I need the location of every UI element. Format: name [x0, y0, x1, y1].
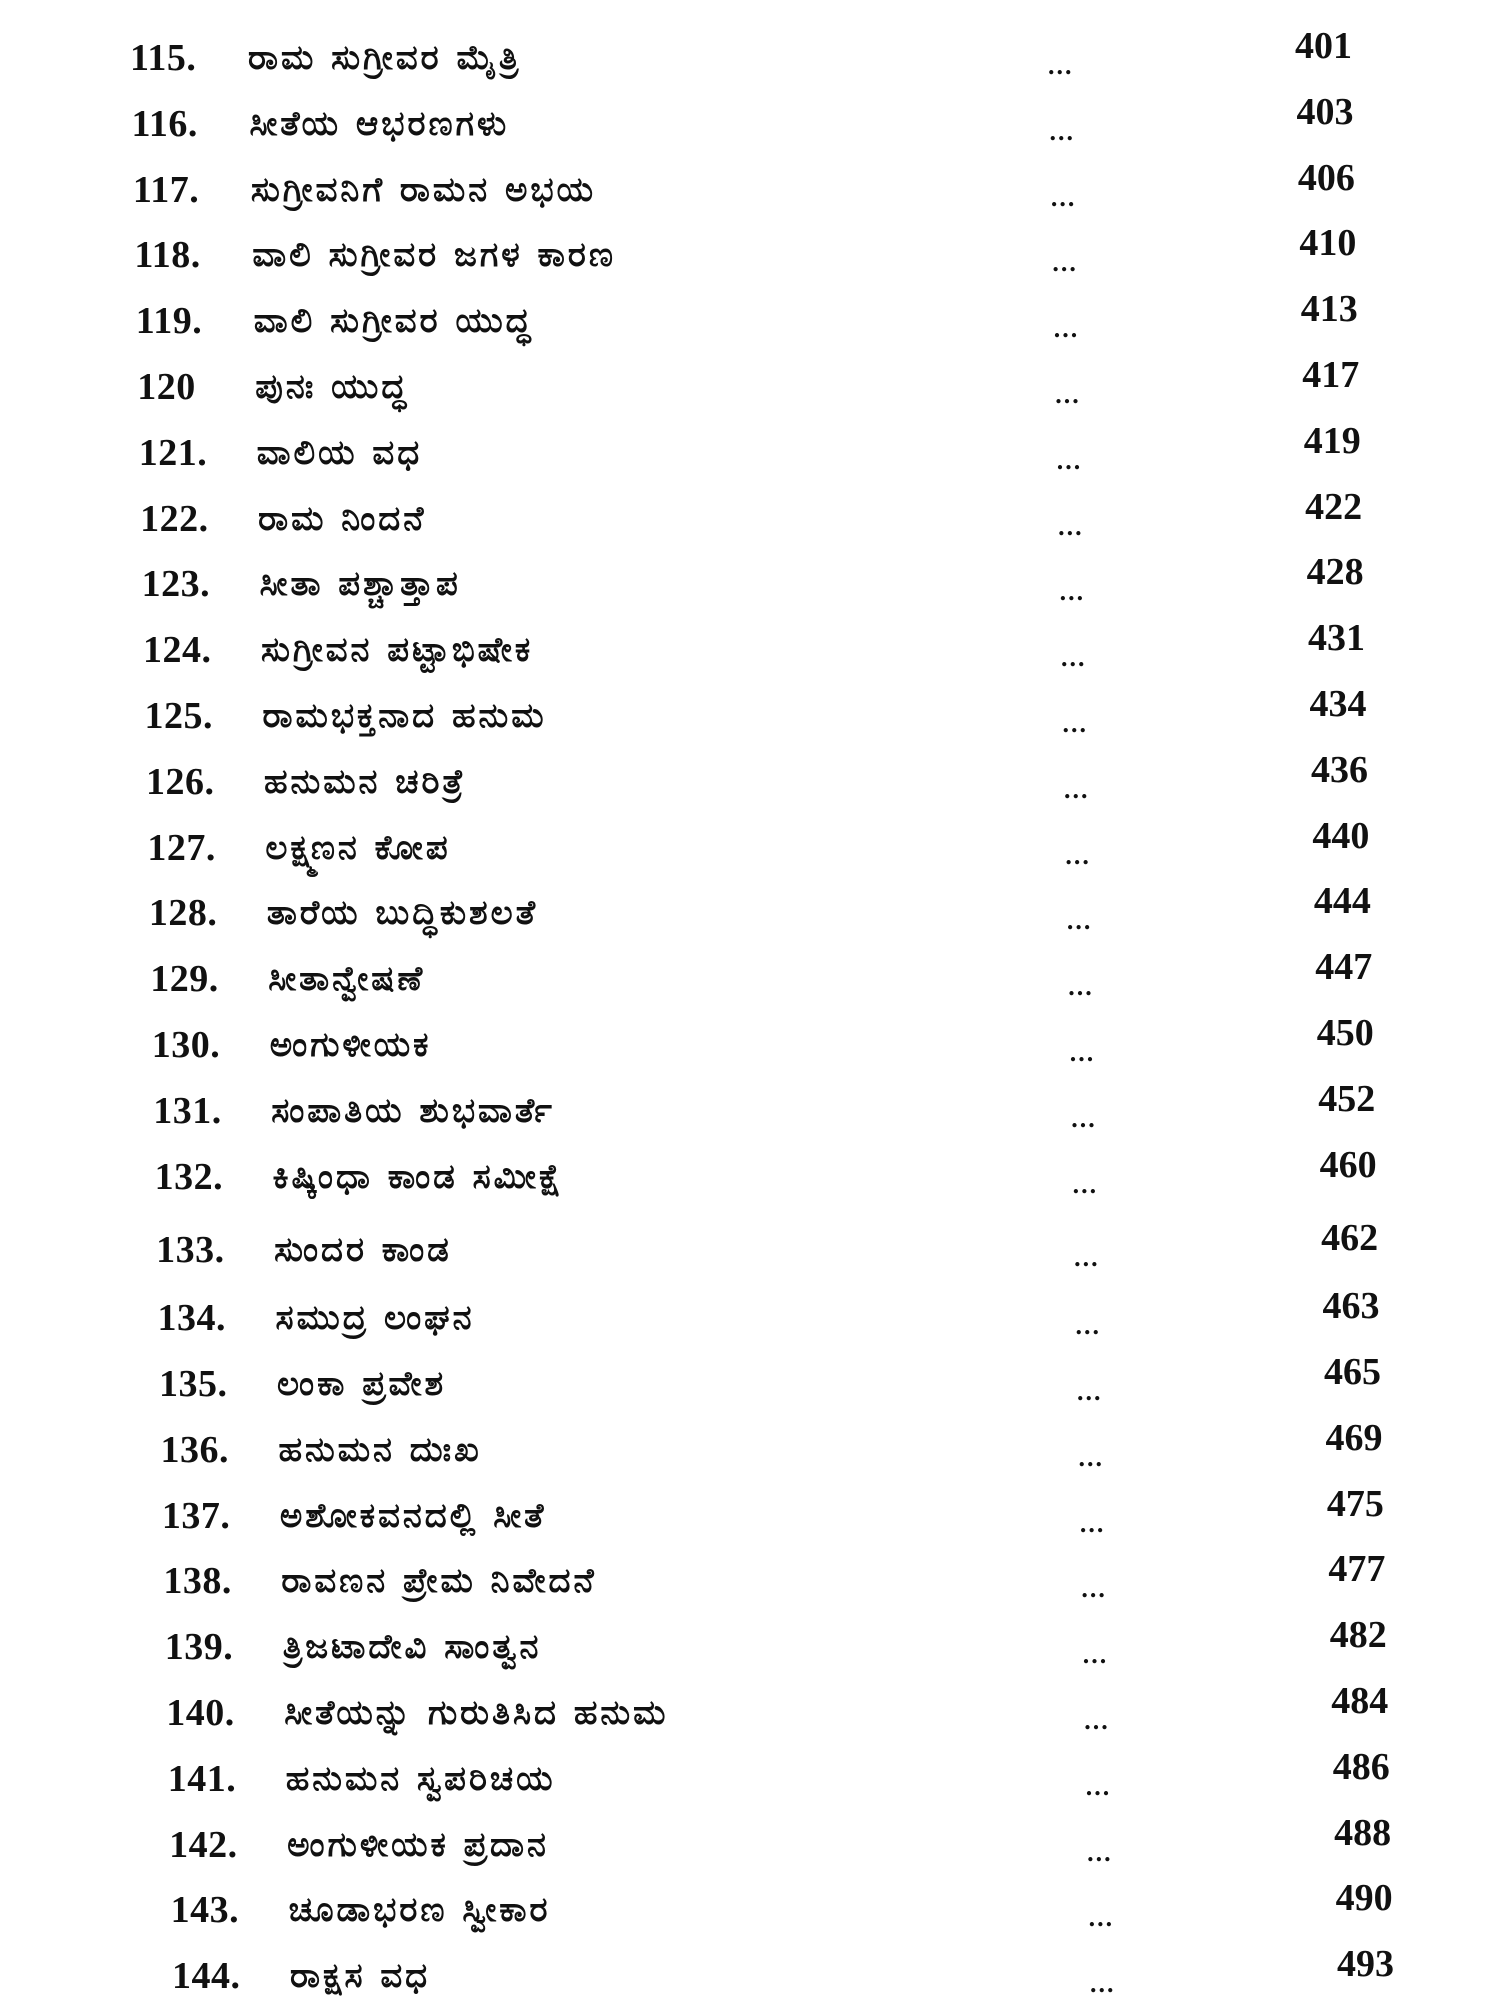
toc-entry-number: 119. — [135, 300, 203, 343]
toc-entry-title: ಲಂಕಾ ಪ್ರವೇಶ — [277, 1364, 447, 1404]
toc-row — [0, 1943, 1500, 2006]
toc-leader-dots: ... — [1082, 1640, 1109, 1670]
toc-entry-page: 493 — [1337, 1943, 1395, 1986]
toc-entry-page: 431 — [1308, 617, 1366, 660]
toc-entry-number: 120 — [137, 366, 196, 408]
toc-entry-number: 136. — [160, 1428, 229, 1471]
toc-entry-title: ವಾಲಿಯ ವಧ — [256, 432, 423, 473]
toc-entry-title: ರಾಮ ಸುಗ್ರೀವರ ಮೈತ್ರಿ — [248, 38, 522, 78]
toc-row — [0, 551, 1500, 614]
toc-row — [0, 1614, 1500, 1677]
toc-entry-page: 463 — [1322, 1285, 1380, 1328]
toc-entry-title: ಲಕ್ಷ್ಮಣನ ಕೋಪ — [265, 827, 451, 868]
toc-row — [0, 288, 1500, 351]
toc-entry-number: 124. — [143, 629, 212, 672]
toc-row — [0, 25, 1500, 88]
toc-row — [0, 419, 1500, 483]
toc-entry-title: ತ್ರಿಜಟಾದೇವಿ ಸಾಂತ್ವನ — [282, 1627, 542, 1668]
toc-row — [0, 1077, 1500, 1141]
toc-row — [0, 1877, 1500, 1940]
toc-entry-number: 134. — [157, 1297, 227, 1340]
toc-entry-number: 137. — [161, 1494, 231, 1537]
toc-leader-dots: ... — [1078, 1442, 1104, 1472]
toc-entry-title: ರಾಮಭಕ್ತನಾದ ಹನುಮ — [262, 696, 547, 736]
toc-entry-title: ಪುನಃ ಯುದ್ಧ — [255, 367, 410, 407]
toc-leader-dots: ... — [1072, 1169, 1099, 1199]
toc-leader-dots: ... — [1053, 314, 1080, 344]
toc-row — [0, 1217, 1500, 1280]
toc-entry-title: ಹನುಮನ ಸ್ವಪರಿಚಯ — [285, 1758, 556, 1799]
toc-entry-title: ಸೀತೆಯ ಆಭರಣಗಳು — [249, 103, 510, 144]
toc-leader-dots: ... — [1066, 906, 1093, 936]
toc-entry-page: 410 — [1299, 222, 1357, 265]
toc-entry-number: 128. — [148, 892, 218, 935]
toc-row — [0, 748, 1500, 812]
toc-entry-page: 465 — [1324, 1351, 1381, 1393]
toc-entry-title: ವಾಲಿ ಸುಗ್ರೀವರ ಜಗಳ ಕಾರಣ — [252, 235, 616, 276]
toc-leader-dots: ... — [1056, 445, 1083, 475]
toc-entry-page: 460 — [1319, 1143, 1377, 1186]
toc-row — [0, 1745, 1500, 1809]
toc-entry-number: 118. — [134, 234, 201, 277]
toc-entry-number: 116. — [131, 102, 198, 145]
toc-entry-title: ಸುಗ್ರೀವನ ಪಟ್ಟಾಭಿಷೇಕ — [261, 630, 534, 671]
toc-entry-number: 135. — [159, 1363, 228, 1405]
toc-leader-dots: ... — [1055, 380, 1081, 409]
toc-row — [0, 880, 1500, 943]
toc-leader-dots: ... — [1081, 1574, 1107, 1604]
toc-entry-number: 139. — [164, 1626, 234, 1669]
toc-entry-title: ಸುಂದರ ಕಾಂಡ — [274, 1230, 452, 1271]
toc-row — [0, 1811, 1500, 1875]
toc-entry-number: 115. — [130, 37, 197, 79]
toc-leader-dots: ... — [1087, 1837, 1113, 1867]
toc-row — [0, 1143, 1500, 1207]
toc-entry-title: ಅಶೋಕವನದಲ್ಲಿ ಸೀತೆ — [279, 1495, 547, 1536]
toc-row — [0, 1012, 1500, 1075]
toc-entry-page: 486 — [1332, 1745, 1390, 1788]
toc-entry-page: 417 — [1302, 354, 1360, 396]
toc-leader-dots: ... — [1050, 182, 1077, 212]
toc-entry-title: ತಾರೆಯ ಬುದ್ಧಿಕುಶಲತೆ — [266, 893, 539, 934]
toc-entry-title: ರಾಮ ನಿಂದನೆ — [258, 498, 427, 539]
toc-entry-number: 131. — [153, 1089, 222, 1132]
toc-entry-number: 133. — [156, 1229, 225, 1272]
toc-entry-page: 422 — [1305, 485, 1363, 528]
toc-entry-page: 401 — [1295, 25, 1352, 67]
toc-entry-page: 436 — [1310, 748, 1368, 791]
toc-leader-dots: ... — [1065, 840, 1091, 870]
toc-entry-title: ವಾಲಿ ಸುಗ್ರೀವರ ಯುದ್ಧ — [253, 301, 534, 342]
toc-entry-number: 122. — [140, 497, 209, 540]
toc-leader-dots: ... — [1075, 1311, 1102, 1341]
toc-entry-number: 140. — [166, 1692, 235, 1734]
toc-entry-number: 138. — [163, 1560, 232, 1603]
toc-leader-dots: ... — [1074, 1243, 1100, 1273]
toc-entry-number: 127. — [147, 826, 216, 869]
toc-entry-title: ಸೀತಾನ್ವೇಷಣೆ — [268, 959, 426, 1000]
toc-entry-number: 121. — [138, 431, 208, 474]
toc-entry-page: 403 — [1296, 90, 1354, 133]
toc-row — [0, 1416, 1500, 1480]
toc-leader-dots: ... — [1090, 1969, 1116, 1999]
toc-entry-page: 488 — [1334, 1811, 1392, 1854]
toc-row — [0, 156, 1500, 220]
toc-row — [0, 222, 1500, 285]
toc-entry-title: ಸಮುದ್ರ ಲಂಘನ — [275, 1298, 475, 1339]
toc-entry-number: 125. — [144, 695, 213, 737]
toc-leader-dots: ... — [1085, 1771, 1112, 1801]
toc-entry-page: 447 — [1315, 946, 1373, 989]
toc-entry-number: 126. — [145, 760, 215, 803]
toc-entry-page: 475 — [1326, 1482, 1384, 1525]
toc-row — [0, 617, 1500, 680]
toc-entry-number: 123. — [141, 563, 211, 606]
toc-entry-number: 142. — [169, 1823, 238, 1866]
toc-row — [0, 1680, 1500, 1743]
toc-entry-number: 129. — [150, 958, 219, 1001]
toc-row — [0, 814, 1500, 878]
toc-leader-dots: ... — [1062, 709, 1088, 738]
toc-entry-number: 144. — [172, 1955, 241, 1998]
toc-row — [0, 1548, 1500, 1611]
toc-entry-page: 469 — [1325, 1416, 1383, 1459]
toc-leader-dots: ... — [1079, 1508, 1106, 1538]
toc-entry-title: ಸೀತೆಯನ್ನು ಗುರುತಿಸಿದ ಹನುಮ — [284, 1693, 669, 1733]
toc-row — [0, 90, 1500, 154]
toc-leader-dots: ... — [1048, 51, 1074, 80]
toc-leader-dots: ... — [1058, 511, 1084, 541]
toc-entry-number: 143. — [170, 1889, 240, 1932]
toc-entry-page: 413 — [1300, 288, 1358, 331]
toc-entry-page: 428 — [1306, 551, 1364, 594]
toc-entry-page: 482 — [1329, 1614, 1387, 1657]
toc-entry-title: ಸುಗ್ರೀವನಿಗೆ ರಾಮನ ಅಭಯ — [250, 169, 597, 210]
toc-entry-page: 477 — [1328, 1548, 1386, 1591]
toc-entry-number: 117. — [132, 168, 200, 211]
toc-leader-dots: ... — [1063, 774, 1090, 804]
toc-row — [0, 1482, 1500, 1546]
toc-entry-title: ಕಿಷ್ಕಿಂಧಾ ಕಾಂಡ ಸಮೀಕ್ಷೆ — [272, 1156, 564, 1197]
toc-leader-dots: ... — [1052, 248, 1078, 278]
toc-entry-page: 484 — [1331, 1680, 1389, 1722]
toc-row — [0, 1351, 1500, 1414]
toc-entry-title: ಸಂಪಾತಿಯ ಶುಭವಾರ್ತೆ — [271, 1090, 555, 1131]
toc-entry-title: ಅಂಗುಳೀಯಕ ಪ್ರದಾನ — [287, 1824, 549, 1865]
toc-row — [0, 485, 1500, 549]
toc-row — [0, 946, 1500, 1009]
toc-leader-dots: ... — [1071, 1103, 1097, 1133]
toc-row — [0, 354, 1500, 417]
toc-entry-page: 440 — [1312, 814, 1370, 857]
toc-entry-page: 434 — [1309, 683, 1367, 725]
toc-leader-dots: ... — [1049, 116, 1075, 146]
toc-entry-number: 132. — [154, 1155, 224, 1198]
toc-leader-dots: ... — [1077, 1377, 1103, 1406]
toc-leader-dots: ... — [1084, 1706, 1110, 1735]
toc-entry-page: 462 — [1321, 1217, 1379, 1260]
toc-entry-page: 406 — [1297, 156, 1355, 199]
toc-entry-page: 452 — [1318, 1077, 1376, 1120]
toc-entry-title: ಹನುಮನ ಚರಿತ್ರೆ — [263, 761, 467, 802]
toc-entry-number: 141. — [167, 1757, 237, 1800]
toc-entry-title: ರಾವಣನ ಪ್ರೇಮ ನಿವೇದನೆ — [281, 1561, 597, 1602]
toc-entry-title: ಹನುಮನ ದುಃಖ — [278, 1429, 482, 1470]
toc-entry-page: 444 — [1313, 880, 1371, 923]
toc-entry-title: ರಾಕ್ಷಸ ವಧ — [290, 1956, 431, 1997]
toc-entry-title: ಅಂಗುಳೀಯಕ — [269, 1025, 432, 1065]
toc-entry-page: 490 — [1335, 1877, 1393, 1920]
toc-entry-title: ಸೀತಾ ಪಶ್ಚಾತ್ತಾಪ — [259, 564, 461, 605]
toc-entry-page: 450 — [1316, 1012, 1374, 1054]
toc-leader-dots: ... — [1069, 1038, 1096, 1067]
toc-leader-dots: ... — [1068, 972, 1094, 1002]
toc-entry-page: 419 — [1303, 419, 1361, 462]
toc-row — [0, 1285, 1500, 1348]
toc-entry-title: ಚೂಡಾಭರಣ ಸ್ವೀಕಾರ — [288, 1890, 551, 1931]
toc-leader-dots: ... — [1061, 643, 1087, 673]
toc-leader-dots: ... — [1088, 1903, 1115, 1933]
toc-entry-number: 130. — [151, 1024, 221, 1066]
toc-row — [0, 683, 1500, 746]
toc-leader-dots: ... — [1059, 577, 1086, 607]
